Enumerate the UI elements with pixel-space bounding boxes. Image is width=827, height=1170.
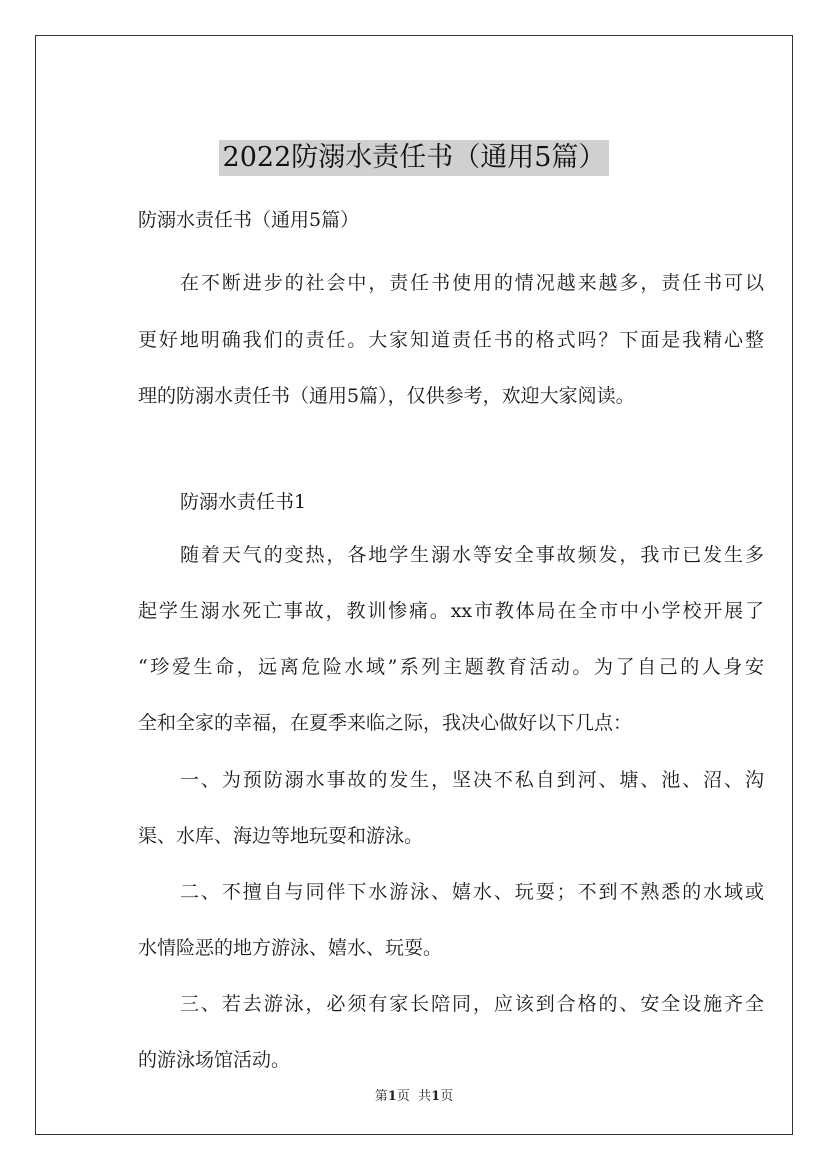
paragraph-line: 在不断进步的社会中，责任书使用的情况越来越多，责任书可以 xyxy=(180,272,764,294)
title-container xyxy=(36,140,792,176)
section-heading: 防溺水责任书1 xyxy=(180,491,307,513)
paragraph-line: 一、为预防溺水事故的发生，坚决不私自到河、塘、池、沼、沟 xyxy=(180,769,764,791)
document-page xyxy=(35,35,793,1135)
paragraph-line: 二、不擅自与同伴下水游泳、嬉水、玩耍；不到不熟悉的水域或 xyxy=(180,881,764,903)
paragraph-line: 起学生溺水死亡事故，教训惨痛。xx市教体局在全市中小学校开展了 xyxy=(138,600,764,622)
total-unit: 页 xyxy=(440,1089,454,1104)
page-prefix: 第 xyxy=(374,1089,388,1104)
page-unit: 页 xyxy=(396,1089,410,1104)
paragraph-line: “珍爱生命，远离危险水域”系列主题教育活动。为了自己的人身安 xyxy=(138,656,764,678)
paragraph-line: 理的防溺水责任书（通用5篇），仅供参考，欢迎大家阅读。 xyxy=(138,385,635,407)
page-current: 1 xyxy=(387,1089,397,1104)
paragraph-line: 水情险恶的地方游泳、嬉水、玩耍。 xyxy=(138,937,443,959)
total-prefix: 共 xyxy=(418,1089,432,1104)
paragraph-line: 渠、水库、海边等地玩耍和游泳。 xyxy=(138,825,424,847)
paragraph-line: 三、若去游泳，必须有家长陪同，应该到合格的、安全设施齐全 xyxy=(180,993,764,1015)
document-title: 2022防溺水责任书（通用5篇） xyxy=(219,140,610,176)
paragraph-line: 的游泳场馆活动。 xyxy=(138,1049,291,1071)
page-total: 1 xyxy=(431,1089,441,1104)
paragraph-line: 更好地明确我们的责任。大家知道责任书的格式吗？下面是我精心整 xyxy=(138,329,764,351)
subtitle-line: 防溺水责任书（通用5篇） xyxy=(138,209,360,231)
paragraph-line: 随着天气的变热，各地学生溺水等安全事故频发，我市已发生多 xyxy=(180,544,764,566)
page-footer xyxy=(36,1085,792,1104)
paragraph-line: 全和全家的幸福，在夏季来临之际，我决心做好以下几点： xyxy=(138,712,633,734)
